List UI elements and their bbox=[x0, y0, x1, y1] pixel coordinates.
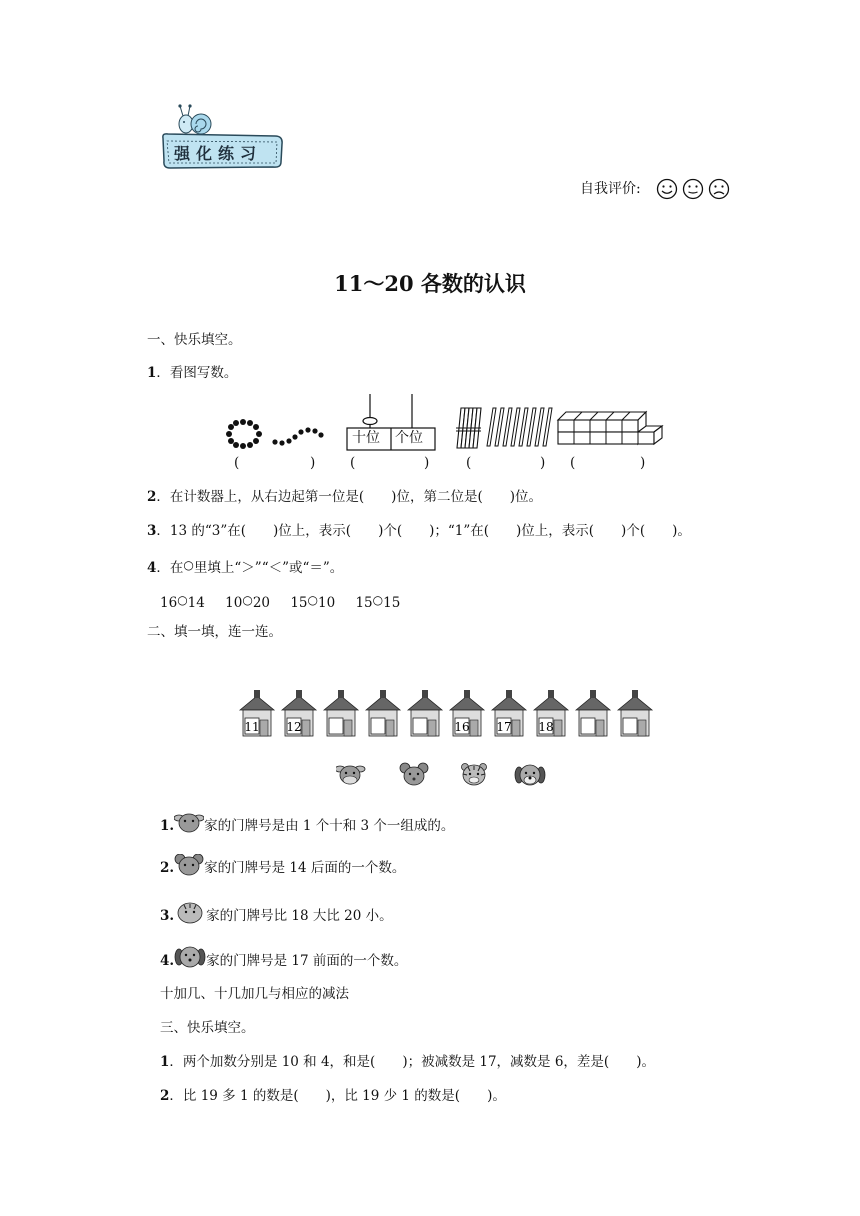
house-icon bbox=[408, 690, 442, 736]
question-text: 里填上“＞”“＜”或“＝”。 bbox=[193, 560, 344, 576]
paren-open: ( bbox=[466, 455, 472, 471]
item-number: 4. bbox=[160, 953, 175, 969]
tiger-icon bbox=[174, 900, 206, 924]
compare-left: 15 bbox=[290, 595, 308, 611]
mouse-icon bbox=[174, 854, 204, 876]
section2-heading: 二、填一填，连一连。 bbox=[147, 624, 282, 640]
house-icon bbox=[576, 690, 610, 736]
question-number: 1 bbox=[147, 365, 157, 381]
house-number: 11 bbox=[244, 720, 260, 734]
question-number: 2 bbox=[160, 1088, 170, 1104]
house-icon bbox=[324, 690, 358, 736]
compare-left: 10 bbox=[225, 595, 243, 611]
question-number: 3 bbox=[147, 523, 157, 539]
dog-icon bbox=[174, 945, 206, 969]
s2-item-4 bbox=[160, 945, 407, 971]
bead-figure bbox=[226, 418, 336, 452]
cow-icon bbox=[174, 812, 204, 834]
question-text: 在计数器上，从右边起第一位是( )位，第二位是( )位。 bbox=[169, 489, 542, 505]
sticks-figure bbox=[453, 402, 553, 452]
dog-icon[interactable] bbox=[515, 765, 545, 785]
section1-heading: 一、快乐填空。 bbox=[147, 332, 242, 348]
paren-close: ) bbox=[310, 455, 316, 471]
question-number: 1 bbox=[160, 1054, 170, 1070]
neutral-face-icon[interactable] bbox=[684, 180, 703, 199]
s1-q4: 4．在○里填上“＞”“＜”或“＝”。 bbox=[147, 558, 344, 576]
cubes-figure bbox=[556, 410, 664, 452]
compare-right: 15 bbox=[383, 595, 401, 611]
question-number: 2 bbox=[147, 489, 157, 505]
compare-left: 16 bbox=[160, 595, 178, 611]
s2-item-1 bbox=[160, 812, 454, 836]
s2-item-2 bbox=[160, 854, 405, 878]
compare-left: 15 bbox=[355, 595, 373, 611]
paren-close: ) bbox=[424, 455, 430, 471]
s3-q1: 1．两个加数分别是 10 和 4，和是( )；被减数是 17，减数是 6，差是( )。 bbox=[160, 1054, 655, 1070]
page-title: 11～20 各数的认识 bbox=[334, 271, 526, 296]
paren-open: ( bbox=[234, 455, 240, 471]
circle-icon: ○ bbox=[183, 558, 194, 572]
s1-q1: 1．看图写数。 bbox=[147, 365, 238, 381]
house-icon bbox=[450, 690, 484, 736]
house-number: 17 bbox=[496, 720, 512, 734]
item-text: 家的门牌号是由 1 个十和 3 个一组成的。 bbox=[204, 818, 455, 834]
paren-open: ( bbox=[570, 455, 576, 471]
animal-row bbox=[336, 760, 556, 790]
tiger-icon[interactable] bbox=[462, 764, 487, 786]
question-text: 在 bbox=[169, 560, 184, 576]
self-evaluation-label: 自我评价: bbox=[580, 181, 641, 197]
s1-q3: 3．13 的“3”在( )位上，表示( )个( )；“1”在( )位上，表示( )个( )。 bbox=[147, 523, 691, 539]
paren-close: ) bbox=[640, 455, 646, 471]
mouse-icon[interactable] bbox=[400, 763, 428, 785]
section3-heading: 三、快乐填空。 bbox=[160, 1020, 255, 1036]
compare-right: 20 bbox=[252, 595, 271, 611]
house-icon bbox=[240, 690, 274, 736]
frown-face-icon[interactable] bbox=[710, 180, 729, 199]
house-icon bbox=[618, 690, 652, 736]
house-icon bbox=[366, 690, 400, 736]
abacus-ones-label: 个位 bbox=[395, 430, 423, 446]
cow-icon[interactable] bbox=[336, 766, 365, 784]
s3-q2: 2．比 19 多 1 的数是( )，比 19 少 1 的数是( )。 bbox=[160, 1088, 506, 1104]
paren-open: ( bbox=[350, 455, 356, 471]
paren-close: ) bbox=[540, 455, 546, 471]
item-text: 家的门牌号是 14 后面的一个数。 bbox=[204, 860, 406, 876]
question-number: 4 bbox=[147, 560, 157, 576]
compare-circle-icon[interactable]: ○ bbox=[307, 593, 318, 607]
compare-circle-icon[interactable]: ○ bbox=[177, 593, 188, 607]
item-text: 家的门牌号是 17 前面的一个数。 bbox=[206, 953, 408, 969]
item-text: 家的门牌号比 18 大比 20 小。 bbox=[206, 908, 393, 924]
snail-icon bbox=[175, 104, 213, 136]
section3-topic: 十加几、十几加几与相应的减法 bbox=[160, 986, 349, 1002]
question-text: 看图写数。 bbox=[169, 365, 238, 381]
compare-circle-icon[interactable]: ○ bbox=[242, 593, 253, 607]
house-icon bbox=[534, 690, 568, 736]
item-number: 2. bbox=[160, 860, 175, 876]
question-text: 比 19 多 1 的数是( )，比 19 少 1 的数是( )。 bbox=[182, 1088, 506, 1104]
house-number: 18 bbox=[538, 720, 554, 734]
smile-face-icon[interactable] bbox=[658, 180, 677, 199]
s2-item-3 bbox=[160, 900, 393, 926]
item-number: 1. bbox=[160, 818, 175, 834]
house-icon bbox=[282, 690, 316, 736]
compare-right: 10 bbox=[317, 595, 336, 611]
compare-row bbox=[160, 590, 400, 613]
banner-title: 强化练习 bbox=[174, 144, 263, 163]
house-icon bbox=[492, 690, 526, 736]
abacus-tens-label: 十位 bbox=[352, 430, 380, 446]
question-text: 两个加数分别是 10 和 4，和是( )；被减数是 17，减数是 6，差是( )。 bbox=[182, 1054, 655, 1070]
house-row bbox=[238, 690, 658, 740]
item-number: 3. bbox=[160, 908, 175, 924]
self-evaluation-faces bbox=[655, 178, 735, 200]
question-text: 13 的“3”在( )位上，表示( )个( )；“1”在( )位上，表示( )个( )。 bbox=[169, 523, 691, 539]
compare-circle-icon[interactable]: ○ bbox=[372, 593, 384, 607]
house-number: 12 bbox=[286, 720, 302, 734]
s1-q2: 2．在计数器上，从右边起第一位是( )位，第二位是( )位。 bbox=[147, 489, 542, 505]
compare-right: 14 bbox=[187, 595, 205, 611]
house-number: 16 bbox=[454, 720, 470, 734]
